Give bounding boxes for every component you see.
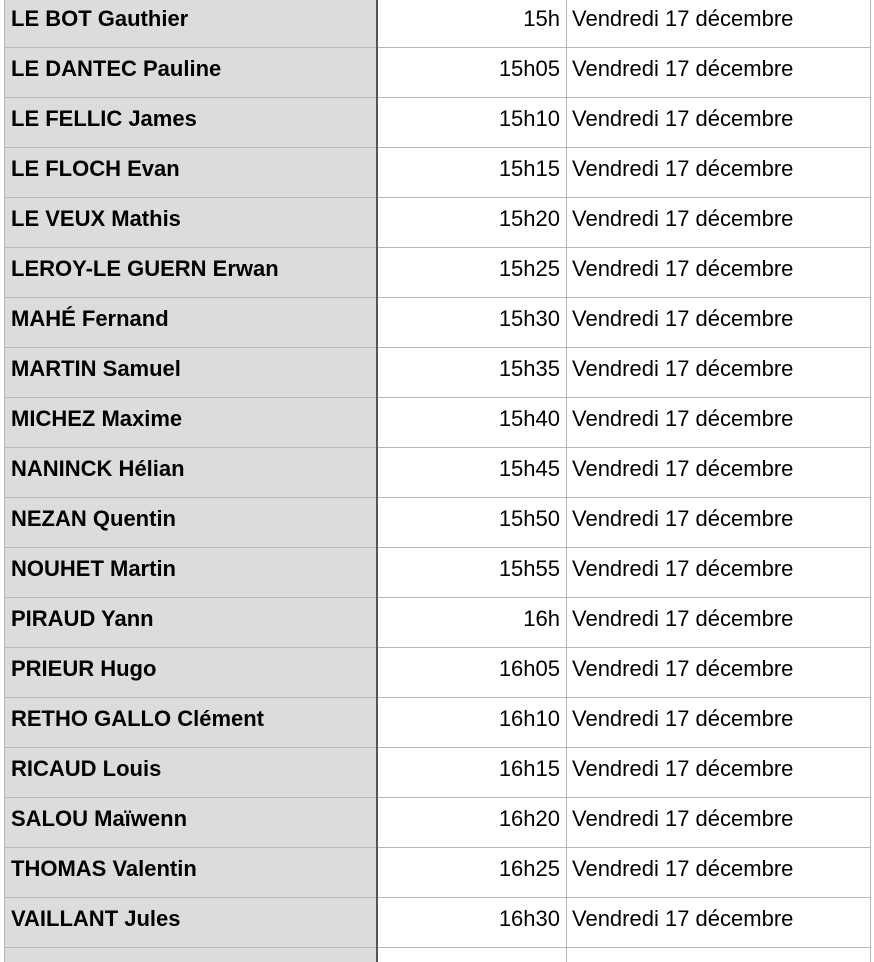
date-cell: Vendredi 17 décembre (567, 647, 871, 697)
table-row (5, 397, 871, 447)
student-name-cell: LE DANTEC Pauline (5, 47, 377, 97)
date-cell: Vendredi 17 décembre (567, 97, 871, 147)
student-name-cell: PIRAUD Yann (5, 597, 377, 647)
date-cell: Vendredi 17 décembre (567, 747, 871, 797)
table-row (5, 747, 871, 797)
time-cell: 16h10 (377, 697, 567, 747)
student-name-cell: LEROY-LE GUERN Erwan (5, 247, 377, 297)
table-row (5, 147, 871, 197)
table-row (5, 897, 871, 947)
date-cell: Vendredi 17 décembre (567, 597, 871, 647)
time-cell: 15h (377, 0, 567, 47)
student-name-cell: NANINCK Hélian (5, 447, 377, 497)
time-cell: 15h20 (377, 197, 567, 247)
time-cell: 15h40 (377, 397, 567, 447)
date-cell: Vendredi 17 décembre (567, 547, 871, 597)
date-cell: Vendredi 17 décembre (567, 147, 871, 197)
student-name-cell: SALOU Maïwenn (5, 797, 377, 847)
time-cell: 16h05 (377, 647, 567, 697)
time-cell: 15h15 (377, 147, 567, 197)
date-cell: Vendredi 17 décembre (567, 197, 871, 247)
table-row (5, 297, 871, 347)
time-cell: 16h30 (377, 897, 567, 947)
student-name-cell: LE FELLIC James (5, 97, 377, 147)
student-name-cell: RETHO GALLO Clément (5, 697, 377, 747)
table-row (5, 97, 871, 147)
date-cell: Vendredi 17 décembre (567, 297, 871, 347)
student-name-cell: RICAUD Louis (5, 747, 377, 797)
student-name-cell: LE VEUX Mathis (5, 197, 377, 247)
date-cell: Vendredi 17 décembre (567, 347, 871, 397)
time-cell: 15h35 (377, 347, 567, 397)
student-name-cell: PRIEUR Hugo (5, 647, 377, 697)
table-row (5, 697, 871, 747)
table-row (5, 347, 871, 397)
student-name-cell: NOUHET Martin (5, 547, 377, 597)
date-cell: Vendredi 17 décembre (567, 447, 871, 497)
table-row (5, 597, 871, 647)
table-row (5, 797, 871, 847)
student-name-cell: MARTIN Samuel (5, 347, 377, 397)
table-row (5, 247, 871, 297)
schedule-table (4, 0, 871, 962)
student-name-cell: VAILLANT Jules (5, 897, 377, 947)
time-cell: 15h55 (377, 547, 567, 597)
time-cell: 16h25 (377, 847, 567, 897)
date-cell: Vendredi 17 décembre (567, 797, 871, 847)
table-row (5, 197, 871, 247)
table-row-partial (5, 947, 871, 962)
student-name-cell: NEZAN Quentin (5, 497, 377, 547)
time-cell: 15h30 (377, 297, 567, 347)
table-row (5, 47, 871, 97)
empty-cell (377, 947, 567, 962)
time-cell: 15h05 (377, 47, 567, 97)
table-row (5, 0, 871, 47)
schedule-body (5, 0, 871, 962)
date-cell: Vendredi 17 décembre (567, 0, 871, 47)
table-row (5, 847, 871, 897)
table-row (5, 547, 871, 597)
date-cell: Vendredi 17 décembre (567, 897, 871, 947)
date-cell: Vendredi 17 décembre (567, 247, 871, 297)
date-cell: Vendredi 17 décembre (567, 847, 871, 897)
date-cell: Vendredi 17 décembre (567, 47, 871, 97)
time-cell: 15h25 (377, 247, 567, 297)
student-name-cell: MAHÉ Fernand (5, 297, 377, 347)
student-name-cell: THOMAS Valentin (5, 847, 377, 897)
date-cell: Vendredi 17 décembre (567, 397, 871, 447)
time-cell: 15h45 (377, 447, 567, 497)
empty-cell (5, 947, 377, 962)
time-cell: 15h10 (377, 97, 567, 147)
student-name-cell: MICHEZ Maxime (5, 397, 377, 447)
date-cell: Vendredi 17 décembre (567, 697, 871, 747)
time-cell: 16h20 (377, 797, 567, 847)
table-row (5, 497, 871, 547)
time-cell: 15h50 (377, 497, 567, 547)
student-name-cell: LE BOT Gauthier (5, 0, 377, 47)
student-name-cell: LE FLOCH Evan (5, 147, 377, 197)
time-cell: 16h15 (377, 747, 567, 797)
table-row (5, 447, 871, 497)
empty-cell (567, 947, 871, 962)
time-cell: 16h (377, 597, 567, 647)
date-cell: Vendredi 17 décembre (567, 497, 871, 547)
table-row (5, 647, 871, 697)
